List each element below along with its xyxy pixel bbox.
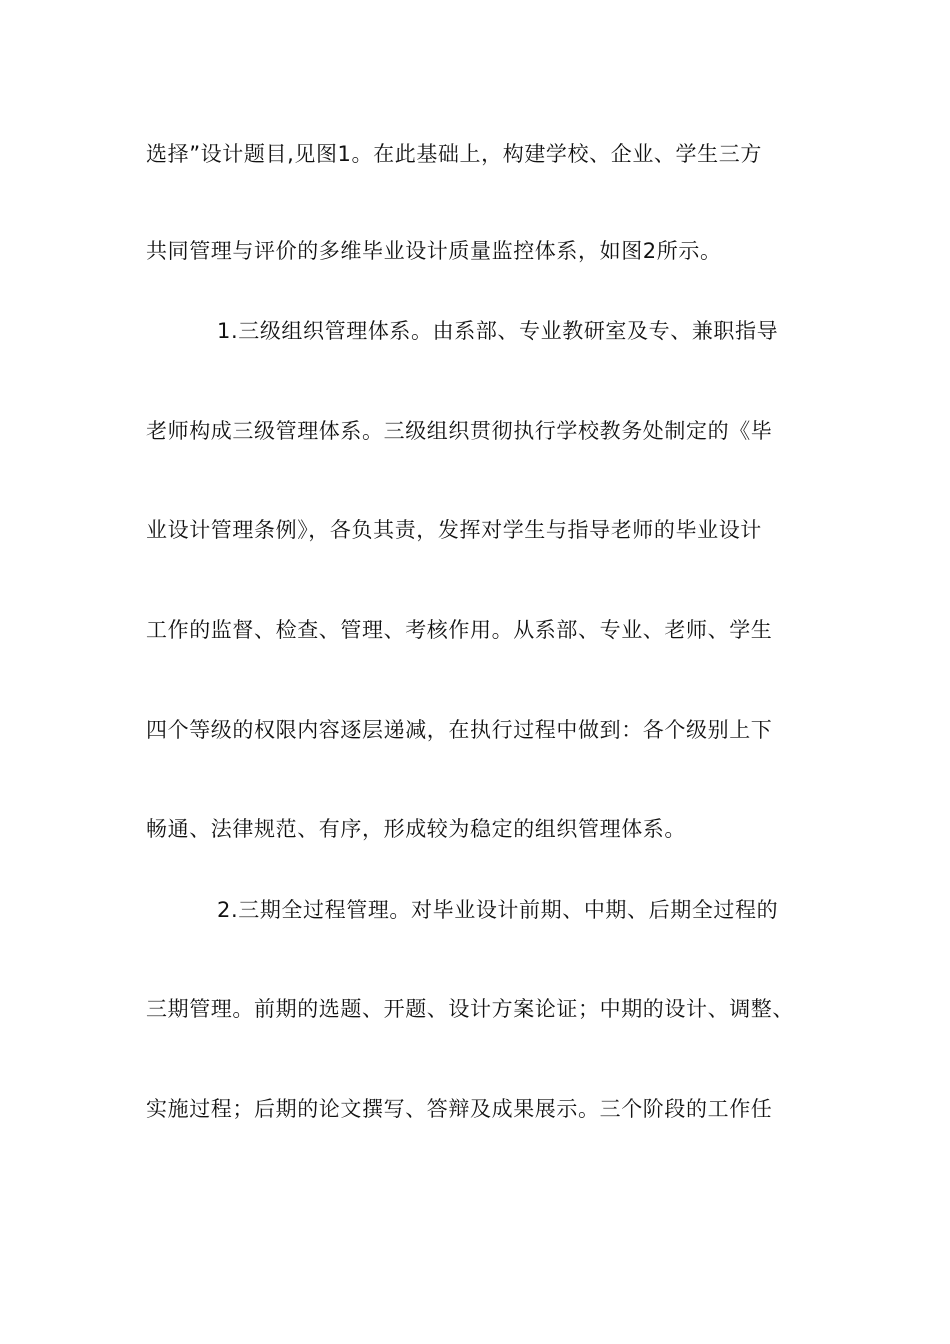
text-line-9-paragraph-start: 2.三期全过程管理。对毕业设计前期、中期、后期全过程的 xyxy=(217,898,779,922)
text-line-10: 三期管理。前期的选题、开题、设计方案论证；中期的设计、调整、 xyxy=(146,997,794,1021)
text-line-1: 选择”设计题目,见图1。在此基础上，构建学校、企业、学生三方 xyxy=(146,142,762,166)
text-line-2: 共同管理与评价的多维毕业设计质量监控体系，如图2所示。 xyxy=(146,239,722,263)
text-line-6: 工作的监督、检查、管理、考核作用。从系部、专业、老师、学生 xyxy=(146,618,773,642)
text-line-11: 实施过程；后期的论文撰写、答辩及成果展示。三个阶段的工作任 xyxy=(146,1097,773,1121)
text-line-4: 老师构成三级管理体系。三级组织贯彻执行学校教务处制定的《毕 xyxy=(146,419,773,443)
text-line-7: 四个等级的权限内容逐层递减，在执行过程中做到：各个级别上下 xyxy=(146,718,773,742)
text-line-8: 畅通、法律规范、有序，形成较为稳定的组织管理体系。 xyxy=(146,817,686,841)
text-line-3-paragraph-start: 1.三级组织管理体系。由系部、专业教研室及专、兼职指导 xyxy=(217,319,779,343)
text-line-5: 业设计管理条例》，各负其责，发挥对学生与指导老师的毕业设计 xyxy=(146,518,762,542)
